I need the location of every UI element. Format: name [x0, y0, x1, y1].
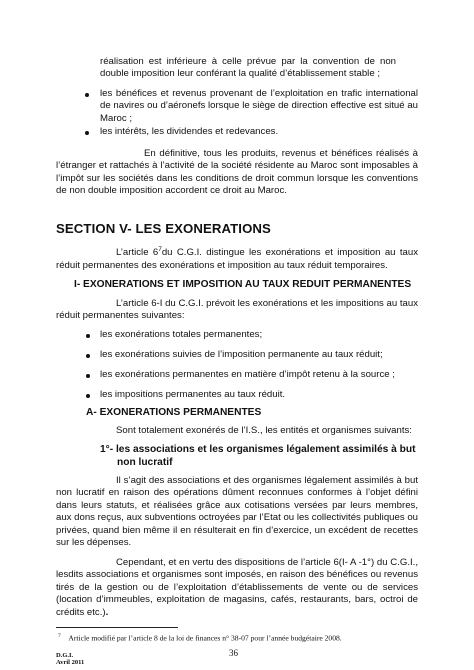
permanent-list-item: les exonérations permanentes en matière d’impôt retenu à la source ; [100, 369, 395, 380]
intro-bullet-item: les intérêts, les dividendes et redevances. [100, 126, 279, 137]
section-intro-text: du C.G.I. distingue les exonérations et imposition au taux réduit permanentes des exonérations et imposition au taux réduit temporaires. [56, 247, 418, 271]
subsection-title: I- EXONERATIONS ET IMPOSITION AU TAUX REDUIT PERMANENTES [74, 279, 412, 290]
intro-bullet-item: les bénéfices et revenus provenant de l’exploitation en trafic international de navires ou d’aéronefs lorsque le siège de direction effective est situé au Maroc ; [100, 88, 418, 124]
footnote-mark: 7 [58, 633, 61, 639]
paragraph-definitive: En définitive, tous les produits, revenus et bénéfices réalisés à l’étranger et rattachés à l’activité de la société résidente au Maroc sont imposables à l’impôt sur les sociétés dans les conditions de droit commun lorsque les conventions de non double imposition accordent ce droit au Maroc. [56, 148, 418, 197]
continuation-text: réalisation est inférieure à celle prévue par la convention de non double imposition leur conférant la qualité d’établissement stable ; [100, 56, 396, 80]
paragraph-cependant-end: . [105, 606, 109, 618]
subsection-intro: L’article 6-I du C.G.I. prévoit les exonérations et les impositions au taux réduit permanentes suivantes: [56, 298, 418, 322]
footnote-reference: 7 [158, 246, 162, 253]
bullet-icon [86, 394, 90, 398]
bullet-icon [85, 93, 89, 97]
heading-1-line2: non lucratif [117, 457, 173, 468]
footnote-separator [56, 627, 178, 628]
footnote [58, 631, 418, 644]
paragraph-cependant [56, 557, 418, 619]
section-intro-text: L’article 6 [116, 247, 159, 259]
paragraph-associations: Il s’agit des associations et des organismes légalement assimilés à but non lucratif en raison des opérations dûment reconnues conformes à l’objet défini dans leurs statuts, et réalisées grâce aux cotisations versées par leurs membres, aux dons reçus, aux subventions octroyées par l’Etat ou les collectivités publiques ou privées, quand bien même il en résulterait en fin d’exercice, un excédent de recettes sur les dépenses. [56, 475, 418, 549]
bullet-icon [85, 131, 89, 135]
bullet-icon [86, 334, 90, 338]
paragraph-cependant-text: Cependant, et en vertu des dispositions de l’article 6(I- A -1°) du C.G.I., lesdits associations et organismes sont imposés, en raison des bénéfices ou revenus tirés de la gestion ou de l’exploitation d’établissements de vente ou de services (location d’immeubles, exploitation de magasins, cafés, restaurants, bars, octroi de crédits etc.) [56, 557, 418, 618]
footer-org: D.G.I. [56, 652, 74, 659]
section-title: SECTION V- LES EXONERATIONS [56, 221, 271, 236]
footnote-text: Article modifié par l’article 8 de la loi de finances n° 38-07 pour l’année budgétaire 2008. [68, 633, 342, 643]
bullet-icon [86, 354, 90, 358]
bullet-icon [86, 374, 90, 378]
permanent-list-item: les impositions permanentes au taux réduit. [100, 389, 286, 400]
heading-a: A- EXONERATIONS PERMANENTES [86, 407, 262, 418]
footer-date: Avril 2011 [56, 659, 85, 666]
heading-a-intro: Sont totalement exonérés de l’I.S., les entités et organismes suivants: [116, 425, 412, 436]
page-number: 36 [229, 648, 238, 658]
permanent-list-item: les exonérations suivies de l’imposition permanente au taux réduit; [100, 349, 383, 360]
heading-1-line1: 1°- les associations et les organismes légalement assimilés à but [100, 444, 416, 455]
section-intro [56, 244, 418, 272]
permanent-list-item: les exonérations totales permanentes; [100, 329, 263, 340]
